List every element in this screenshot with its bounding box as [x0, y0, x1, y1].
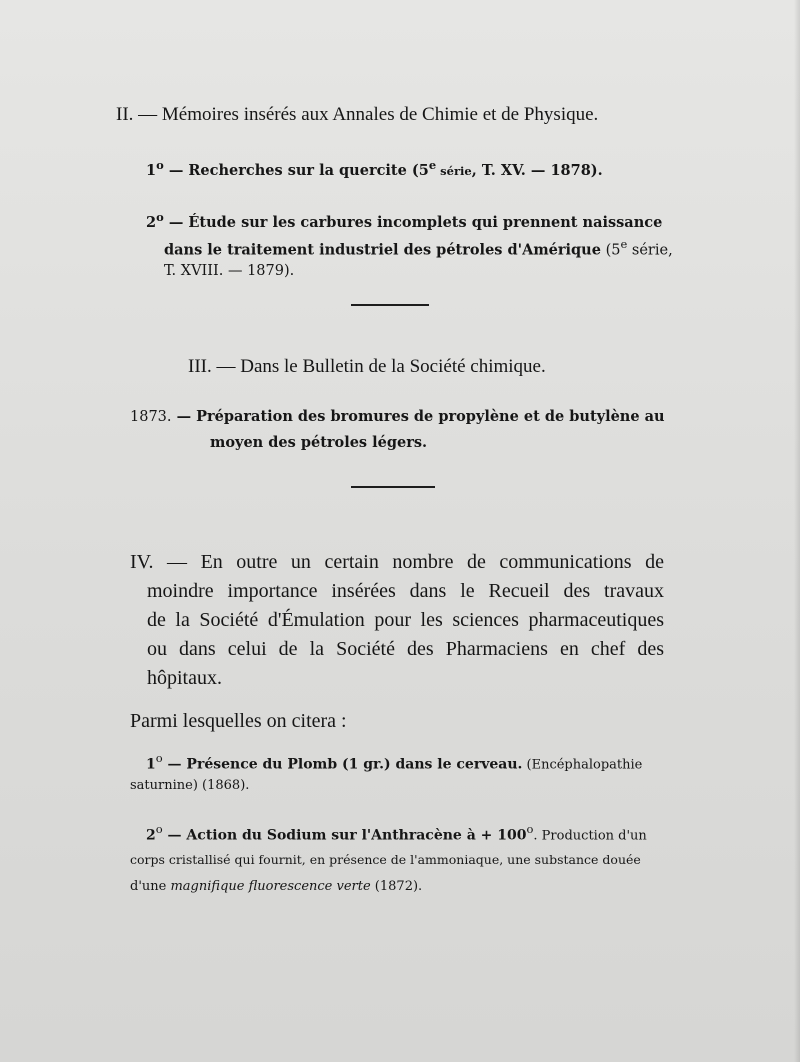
section-ii-item-1 — [146, 158, 603, 179]
item-ordinal: o — [155, 751, 163, 765]
item-text-bold: dans le traitement industriel des pétroles d'Amérique — [164, 241, 601, 259]
item-tail: , T. XV. — 1878). — [471, 161, 603, 179]
item-series-ordinal: e — [620, 237, 628, 251]
item-paren: (5 — [600, 242, 621, 259]
paragraph-line: moindre importance insérées dans le Recueil des travaux — [147, 580, 664, 602]
divider — [351, 486, 435, 488]
text-post: (1872). — [370, 879, 423, 894]
section-ii-heading: II. — Mémoires insérés aux Annales de Chimie et de Physique. — [116, 104, 599, 125]
item-text: Recherches sur la quercite (5 — [188, 161, 429, 179]
item-text: — Préparation des bromures de propylène et de butylène au — [171, 408, 665, 425]
citation-1-line-2: saturnine) (1868). — [130, 778, 250, 793]
item-degree: o — [526, 822, 534, 836]
item-year: 1873. — [130, 409, 172, 425]
item-series: série — [436, 163, 472, 178]
citation-2-line-1 — [146, 822, 647, 843]
item-text: (Encéphalopathie — [522, 757, 643, 773]
item-series-ordinal: e — [428, 158, 437, 172]
item-ordinal: o — [156, 210, 164, 224]
item-dash: — — [163, 161, 189, 179]
text-pre: d'une — [130, 879, 171, 894]
item-ordinal: o — [155, 822, 163, 836]
paragraph-line: hôpitaux. — [147, 667, 222, 689]
citations-intro: Parmi lesquelles on citera : — [130, 710, 347, 732]
section-iv-paragraph — [130, 548, 664, 693]
paragraph-line: IV. — En outre un certain nombre de communications de — [130, 551, 664, 573]
citation-1-line-1 — [146, 751, 642, 772]
section-iii-item-line-1 — [130, 408, 665, 425]
section-ii-item-2-line-3: T. XVIII. — 1879). — [164, 263, 295, 279]
item-series: série, — [627, 242, 673, 259]
page-edge-shadow — [794, 0, 800, 1062]
item-ordinal: o — [156, 158, 164, 172]
item-text: — Étude sur les carbures incomplets qui prennent naissance — [163, 213, 663, 231]
item-number: 2 — [146, 827, 156, 844]
item-number: 1 — [146, 756, 156, 773]
item-text-bold: — Présence du Plomb (1 gr.) dans le cerveau. — [162, 756, 523, 773]
item-number: 2 — [146, 213, 157, 231]
paragraph-line: ou dans celui de la Société des Pharmaciens en chef des — [147, 638, 664, 660]
item-text-bold: — Action du Sodium sur l'Anthracène à + 100 — [162, 827, 527, 844]
citation-2-line-3 — [130, 879, 422, 894]
text-italic: magnifique fluorescence verte — [170, 879, 371, 894]
section-iii-heading: III. — Dans le Bulletin de la Société chimique. — [188, 356, 546, 377]
paragraph-line: de la Société d'Émulation pour les sciences pharmaceutiques — [147, 609, 664, 631]
section-iii-item-line-2: moyen des pétroles légers. — [210, 434, 428, 451]
divider — [351, 304, 429, 306]
item-text: . Production d'un — [533, 828, 647, 844]
section-ii-item-2-line-2 — [164, 237, 673, 258]
section-ii-item-2-line-1 — [146, 210, 662, 231]
citation-2-line-2: corps cristallisé qui fournit, en présence de l'ammoniaque, une substance douée — [130, 852, 641, 867]
item-number: 1 — [146, 161, 157, 179]
